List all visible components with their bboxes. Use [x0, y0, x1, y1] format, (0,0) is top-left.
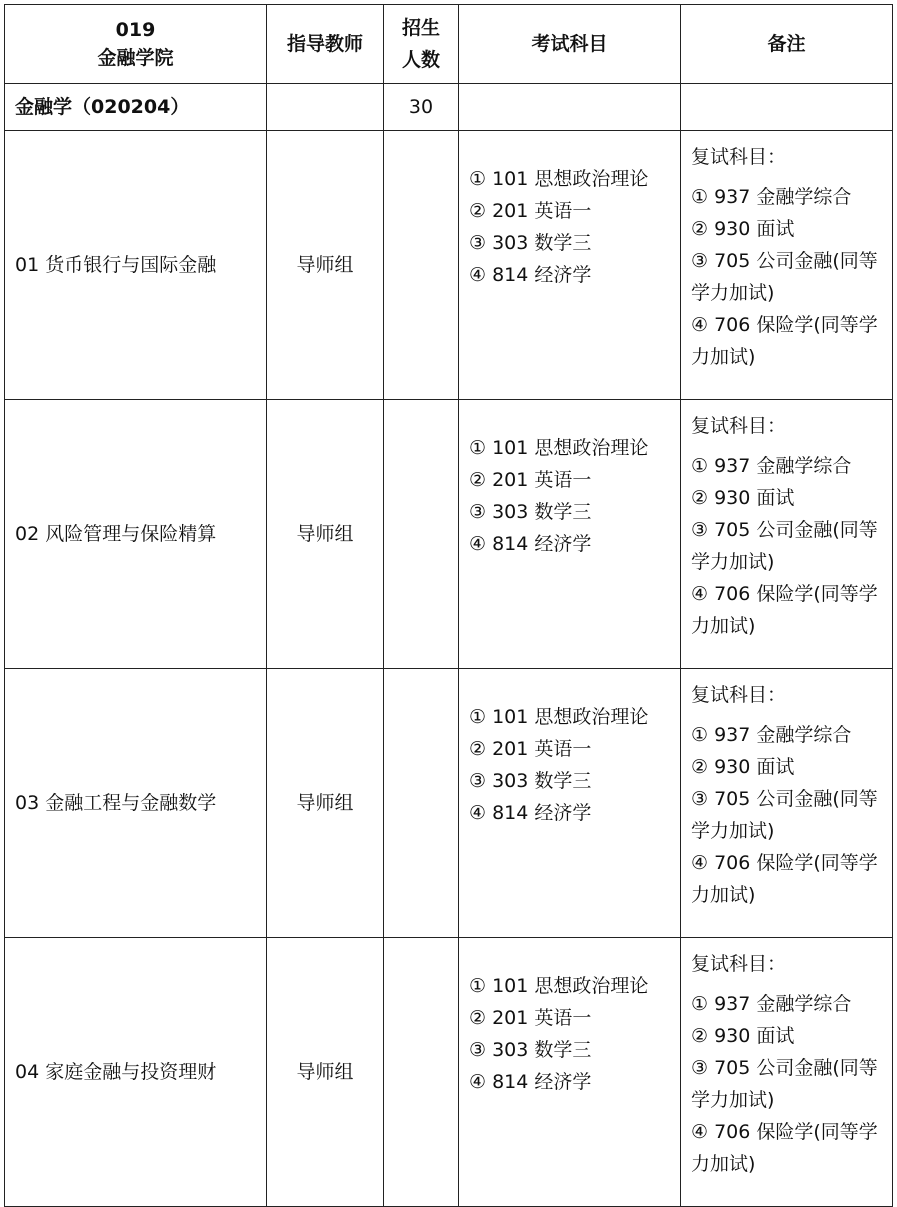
retest-title: 复试科目：: [691, 953, 787, 975]
direction-exams: [459, 400, 681, 669]
direction-name: 03 金融工程与金融数学: [5, 669, 267, 938]
direction-advisor: 导师组: [267, 938, 384, 1207]
retest-item: ① 937 金融学综合: [691, 724, 852, 746]
direction-name: 01 货币银行与国际金融: [5, 131, 267, 400]
exam-item: ③ 303 数学三: [469, 232, 592, 254]
exam-list: [469, 938, 680, 1098]
exam-item: ④ 814 经济学: [469, 802, 592, 824]
retest-item: ④ 706 保险学(同等学力加试): [691, 314, 878, 368]
directions-body: [5, 131, 893, 1207]
retest-item: ③ 705 公司金融(同等学力加试): [691, 519, 878, 573]
retest-item: ④ 706 保险学(同等学力加试): [691, 583, 878, 637]
exam-item: ② 201 英语一: [469, 469, 592, 491]
direction-row: [5, 938, 893, 1207]
direction-exams: [459, 669, 681, 938]
direction-row: [5, 669, 893, 938]
retest-title: 复试科目：: [691, 146, 787, 168]
direction-exams: [459, 938, 681, 1207]
exam-item: ③ 303 数学三: [469, 770, 592, 792]
direction-name: 02 风险管理与保险精算: [5, 400, 267, 669]
retest-item: ④ 706 保险学(同等学力加试): [691, 852, 878, 906]
major-advisor-cell: [267, 84, 384, 131]
retest-item: ② 930 面试: [691, 218, 795, 240]
exam-item: ① 101 思想政治理论: [469, 168, 649, 190]
college-name: 金融学院: [97, 47, 174, 69]
exam-item: ④ 814 经济学: [469, 264, 592, 286]
direction-quota-cell: [384, 669, 459, 938]
direction-quota-cell: [384, 400, 459, 669]
advisor-header: 指导教师: [267, 5, 384, 84]
retest-list: [691, 719, 886, 911]
notes-header: 备注: [681, 5, 893, 84]
retest-item: ③ 705 公司金融(同等学力加试): [691, 788, 878, 842]
major-quota: 30: [384, 84, 459, 131]
exams-header: 考试科目: [459, 5, 681, 84]
retest-list: [691, 181, 886, 373]
major-notes-cell: [681, 84, 893, 131]
direction-quota-cell: [384, 131, 459, 400]
admissions-table: [4, 4, 893, 1207]
retest-list: [691, 988, 886, 1180]
header-row: [5, 5, 893, 84]
exam-item: ④ 814 经济学: [469, 533, 592, 555]
exam-item: ② 201 英语一: [469, 738, 592, 760]
retest-item: ② 930 面试: [691, 487, 795, 509]
direction-notes: [681, 938, 893, 1207]
exam-item: ① 101 思想政治理论: [469, 437, 649, 459]
college-code: 019: [115, 19, 156, 41]
retest-list: [691, 450, 886, 642]
direction-advisor: 导师组: [267, 400, 384, 669]
college-header-cell: [5, 5, 267, 84]
retest-item: ② 930 面试: [691, 756, 795, 778]
exam-item: ③ 303 数学三: [469, 501, 592, 523]
retest-item: ③ 705 公司金融(同等学力加试): [691, 250, 878, 304]
direction-advisor: 导师组: [267, 131, 384, 400]
direction-notes: [681, 400, 893, 669]
retest-title: 复试科目：: [691, 415, 787, 437]
retest-item: ② 930 面试: [691, 1025, 795, 1047]
major-row: [5, 84, 893, 131]
direction-quota-cell: [384, 938, 459, 1207]
quota-header-line2: 人数: [401, 49, 440, 71]
retest-item: ① 937 金融学综合: [691, 186, 852, 208]
retest-item: ③ 705 公司金融(同等学力加试): [691, 1057, 878, 1111]
direction-exams: [459, 131, 681, 400]
direction-row: [5, 400, 893, 669]
direction-row: [5, 131, 893, 400]
retest-item: ④ 706 保险学(同等学力加试): [691, 1121, 878, 1175]
exam-item: ② 201 英语一: [469, 1007, 592, 1029]
quota-header: [384, 5, 459, 84]
retest-title: 复试科目：: [691, 684, 787, 706]
exam-item: ① 101 思想政治理论: [469, 706, 649, 728]
exam-item: ① 101 思想政治理论: [469, 975, 649, 997]
direction-name: 04 家庭金融与投资理财: [5, 938, 267, 1207]
exam-list: [469, 400, 680, 560]
exam-item: ② 201 英语一: [469, 200, 592, 222]
retest-item: ① 937 金融学综合: [691, 455, 852, 477]
retest-item: ① 937 金融学综合: [691, 993, 852, 1015]
exam-list: [469, 131, 680, 291]
quota-header-line1: 招生: [401, 17, 440, 39]
major-name: 金融学（020204）: [5, 84, 267, 131]
exam-item: ③ 303 数学三: [469, 1039, 592, 1061]
major-exams-cell: [459, 84, 681, 131]
exam-list: [469, 669, 680, 829]
direction-notes: [681, 131, 893, 400]
exam-item: ④ 814 经济学: [469, 1071, 592, 1093]
direction-notes: [681, 669, 893, 938]
direction-advisor: 导师组: [267, 669, 384, 938]
